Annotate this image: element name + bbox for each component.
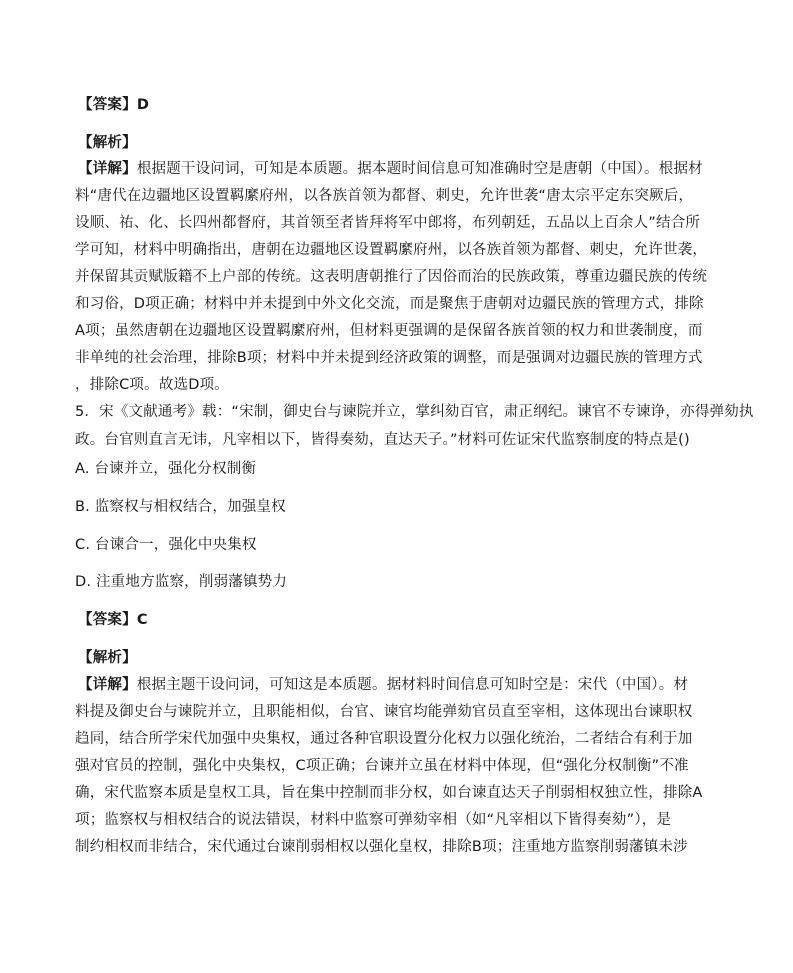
detail-line: 并保留其贡赋版籍不上户部的传统。这表明唐朝推行了因俗而治的民族政策，尊重边疆民族的传统 [75,269,708,285]
option-d: D. 注重地方监察，削弱藩镇势力 [75,574,288,590]
question-stem: 政。台官则直言无讳，凡宰相以下，皆得奏劾，直达天子。”材料可佐证宋代监察制度的特点是() [75,432,690,448]
analysis-label: 【解析】 [78,135,137,151]
detail-line: ，排除C项。故选D项。 [75,377,229,393]
detail-line: 学可知，材料中明确指出，唐朝在边疆地区设置羁縻府州，以各族首领为都督、刺史，允许世袭， [75,242,708,258]
detail-line: 非单纯的社会治理，排除B项；材料中并未提到经济政策的调整，而是强调对边疆民族的管理方式 [75,350,703,366]
detail-line: 设顺、祐、化、长四州都督府，其首领至者皆拜将军中郎将，布列朝廷，五品以上百余人”结合所 [75,215,701,231]
detail-label: 【详解】 [78,161,137,177]
analysis-label: 【解析】 [78,650,137,666]
answer-line-2 [78,610,148,630]
detail-line: 确，宋代监察本质是皇权工具，旨在集中控制而非分权，如台谏直达天子削弱相权独立性，排除A [75,785,703,801]
detail-line: 料“唐代在边疆地区设置羁縻府州，以各族首领为都督、刺史，允许世袭“唐太宗平定东突厥后， [75,188,694,204]
detail-line: 【详解】根据题干设问词，可知是本质题。据本题时间信息可知准确时空是唐朝（中国）。根据材 [78,161,703,177]
question-stem: 5．宋《文献通考》载：“宋制，御史台与谏院并立，掌纠劾百官，肃正纲纪。谏官不专谏诤，亦得弹劾执 [75,404,754,420]
option-c: C. 台谏合一，强化中央集权 [75,537,257,553]
detail-label: 【详解】 [78,677,137,693]
answer-label: 【答案】 [78,612,137,628]
answer-label: 【答案】 [78,97,137,113]
detail-line: 料提及御史台与谏院并立，且职能相似，台官、谏官均能弹劾官员直至宰相，这体现出台谏职权 [75,704,693,720]
detail-line: A项；虽然唐朝在边疆地区设置羁縻府州，但材料更强调的是保留各族首领的权力和世袭制度，而 [75,323,703,339]
detail-line: 和习俗，D项正确；材料中并未提到中外文化交流，而是聚焦于唐朝对边疆民族的管理方式，排除 [75,296,704,312]
answer-value: D [136,97,150,113]
answer-line-1 [78,95,149,115]
option-a: A. 台谏并立，强化分权制衡 [75,461,257,477]
detail-line: 趋同，结合所学宋代加强中央集权，通过各种官职设置分化权力以强化统治，二者结合有利于加 [75,731,693,747]
detail-line: 【详解】根据主题干设问词，可知这是本质题。据材料时间信息可知时空是：宋代（中国）。材 [78,677,689,693]
detail-line: 制约相权而非结合，宋代通过台谏削弱相权以强化皇权，排除B项；注重地方监察削弱藩镇未涉 [75,839,688,855]
option-b: B. 监察权与相权结合，加强皇权 [75,499,286,515]
answer-value: C [136,612,148,628]
detail-line: 强对官员的控制，强化中央集权，C项正确；台谏并立虽在材料中体现，但“强化分权制衡”不准 [75,758,689,774]
detail-line: 项；监察权与相权结合的说法错误，材料中监察可弹劾宰相（如“凡宰相以下皆得奏劾”），是 [75,812,672,828]
